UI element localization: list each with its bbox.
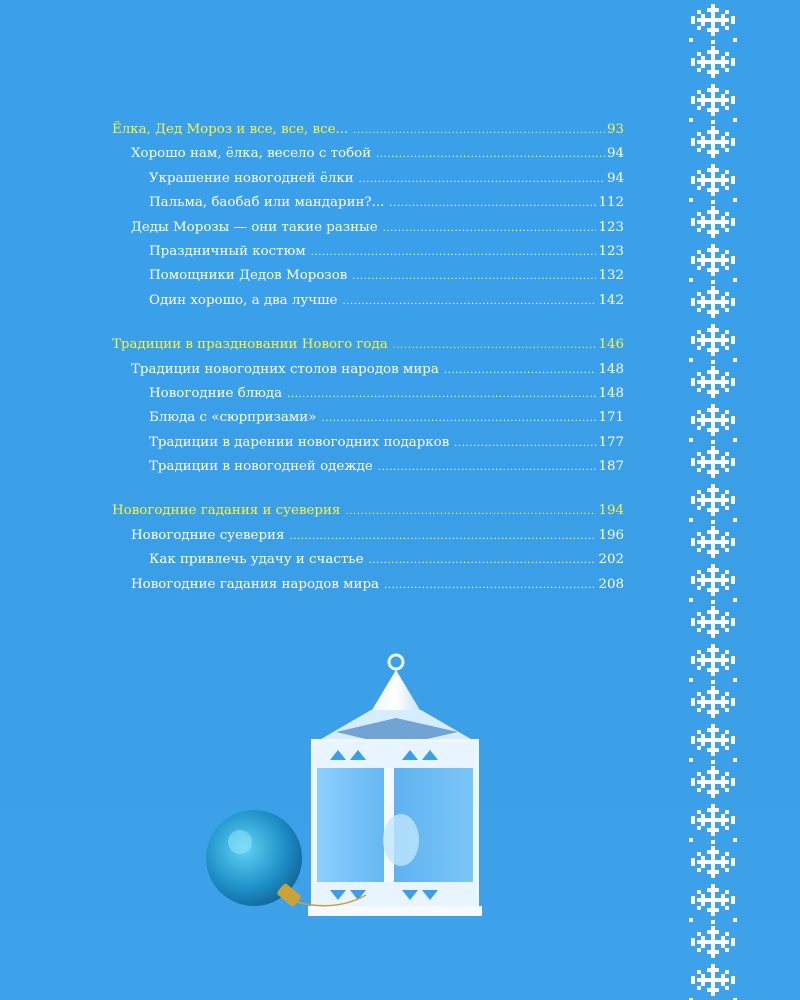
toc-leader-dots [342, 290, 596, 314]
toc-leader-dots [444, 359, 597, 383]
snowflake-pattern-icon [686, 0, 740, 1000]
toc-entry[interactable] [112, 191, 624, 215]
toc-entry-page: 146 [598, 337, 624, 353]
toc-entry-page: 94 [606, 170, 624, 186]
toc-entry-title: Украшение новогодней ёлки [149, 170, 354, 186]
toc-leader-dots [376, 143, 605, 167]
toc-entry-page: 208 [598, 576, 624, 592]
toc-entry-page: 94 [606, 146, 624, 162]
toc-entry[interactable] [112, 524, 624, 548]
toc-entry-page: 194 [598, 503, 624, 519]
toc-entry-title: Деды Морозы — они такие разные [131, 219, 378, 235]
toc-entry[interactable] [112, 573, 624, 597]
toc-entry-page: 142 [598, 292, 624, 308]
toc-leader-dots [287, 383, 596, 407]
toc-entry-title: Хорошо нам, ёлка, весело с тобой [131, 146, 372, 162]
toc-entry[interactable] [112, 240, 624, 264]
toc-leader-dots [384, 574, 596, 598]
toc-entry-title: Традиции в новогодней одежде [149, 459, 373, 475]
toc-leader-dots [289, 525, 596, 549]
toc-entry[interactable] [112, 216, 624, 240]
toc-entry-page: 202 [598, 552, 624, 568]
toc-section-3 [112, 499, 624, 597]
toc-entry-title: Традиции новогодних столов народов мира [131, 361, 439, 377]
toc-entry[interactable] [112, 382, 624, 406]
toc-entry[interactable] [112, 358, 624, 382]
toc-entry-title: Новогодние гадания народов мира [131, 576, 380, 592]
toc-entry-page: 123 [598, 243, 624, 259]
toc-section-1 [112, 118, 624, 313]
toc-leader-dots [378, 456, 597, 480]
toc-entry-page: 112 [598, 195, 624, 211]
toc-entry-page: 177 [598, 434, 624, 450]
toc-entry-title: Традиции в праздновании Нового года [112, 337, 388, 353]
toc-entry-title: Новогодние блюда [149, 385, 283, 401]
toc-entry-title: Новогодние гадания и суеверия [112, 503, 341, 519]
toc-entry-title: Традиции в дарении новогодних подарков [149, 434, 450, 450]
table-of-contents [112, 118, 624, 617]
toc-leader-dots [311, 241, 597, 265]
toc-entry[interactable] [112, 289, 624, 313]
toc-entry-page: 148 [598, 385, 624, 401]
toc-leader-dots [369, 549, 597, 573]
toc-entry[interactable] [112, 142, 624, 166]
toc-entry-title: Помощники Дедов Морозов [149, 268, 348, 284]
toc-entry[interactable] [112, 499, 624, 523]
toc-entry-page: 187 [598, 459, 624, 475]
toc-leader-dots [359, 168, 605, 192]
toc-entry-title: Пальма, баобаб или мандарин?... [149, 195, 385, 211]
snowflake-ornament-strip [686, 0, 740, 1000]
toc-entry-title: Праздничный костюм [149, 243, 306, 259]
toc-entry-page: 148 [598, 361, 624, 377]
toc-entry-title: Ёлка, Дед Мороз и все, все, все... [112, 122, 349, 137]
toc-entry-page: 123 [598, 219, 624, 235]
toc-leader-dots [454, 432, 596, 456]
toc-leader-dots [321, 407, 596, 431]
toc-entry-title: Блюда с «сюрпризами» [149, 410, 317, 426]
lantern-illustration [196, 650, 516, 930]
toc-leader-dots [393, 334, 597, 358]
toc-entry-page: 93 [606, 122, 624, 137]
toc-entry-title: Как привлечь удачу и счастье [149, 552, 364, 568]
toc-section-2 [112, 333, 624, 479]
toc-leader-dots [383, 217, 597, 241]
toc-entry-page: 196 [598, 527, 624, 543]
toc-entry-title: Один хорошо, а два лучше [149, 292, 338, 308]
toc-entry[interactable] [112, 548, 624, 572]
toc-entry[interactable] [112, 431, 624, 455]
toc-entry[interactable] [112, 264, 624, 288]
toc-entry[interactable] [112, 455, 624, 479]
lantern-with-ornament-ball-icon [196, 650, 516, 930]
toc-entry[interactable] [112, 406, 624, 430]
toc-leader-dots [389, 192, 596, 216]
toc-leader-dots [352, 265, 596, 289]
toc-entry[interactable] [112, 167, 624, 191]
toc-leader-dots [345, 500, 596, 524]
toc-entry[interactable] [112, 333, 624, 357]
toc-entry-page: 171 [598, 410, 624, 426]
toc-leader-dots [353, 119, 605, 143]
toc-entry-title: Новогодние суеверия [131, 527, 285, 543]
toc-entry[interactable] [112, 118, 624, 142]
toc-entry-page: 132 [598, 268, 624, 284]
